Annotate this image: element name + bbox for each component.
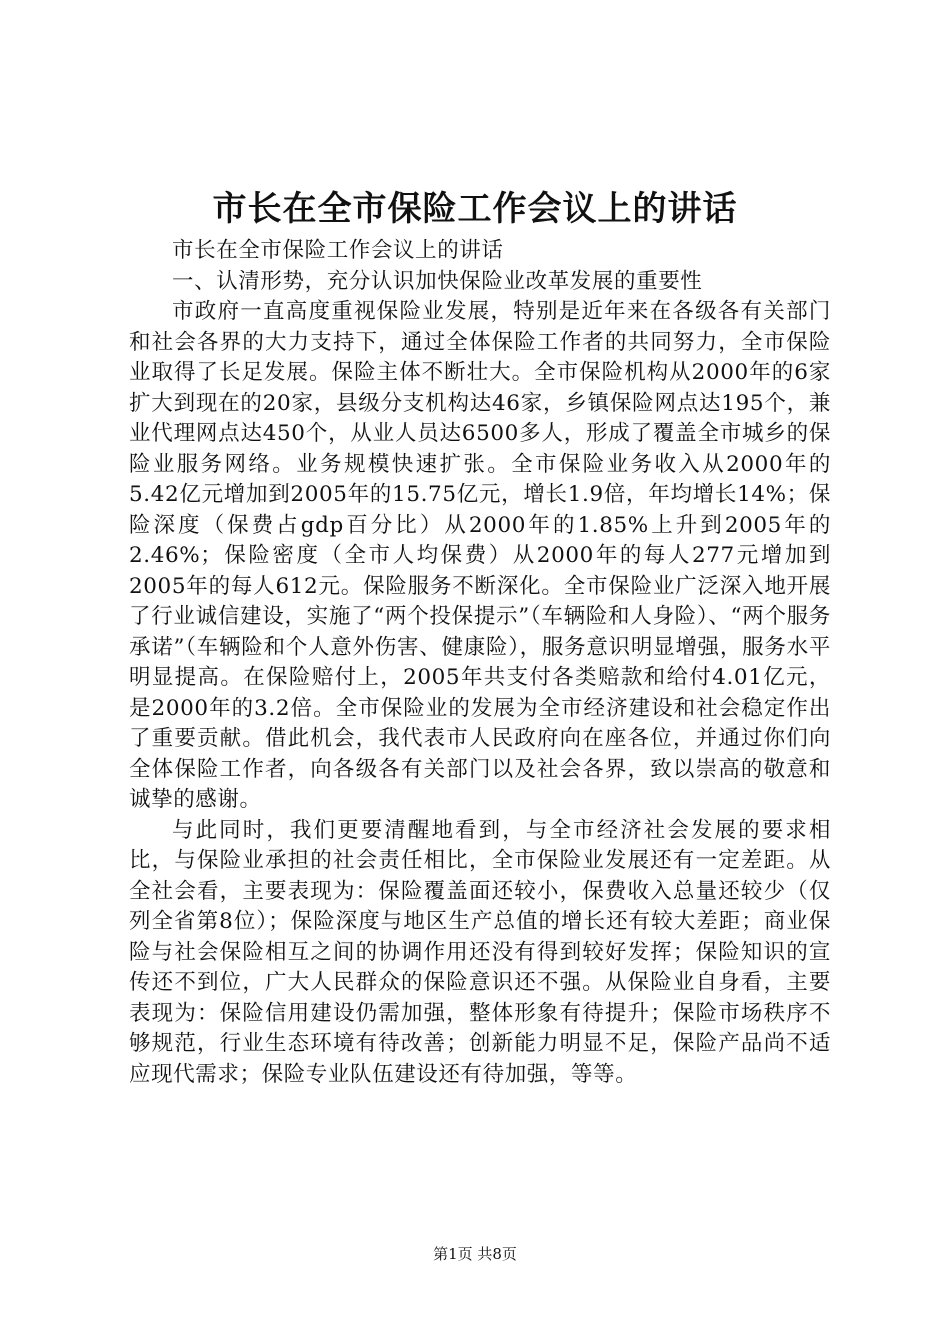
section-heading: 一、认清形势，充分认识加快保险业改革发展的重要性 [172,268,703,294]
body-paragraph: 市政府一直高度重视保险业发展，特别是近年来在各级各有关部门和社会各界的大力支持下，通过全体保险工作者的共同努力，全市保险业取得了长足发展。保险主体不断壮大。全市保险机构从2000年的6家扩大到现在的20家，县级分支机构达46家，乡镇保险网点达195个，兼业代理网点达450个，从业人员达6500多人，形成了覆盖全市城乡的保险业服务网络。业务规模快速扩张。全市保险业务收入从2000年的5.42亿元增加到2005年的15.75亿元，增长1.9倍，年均增长14%；保险深度（保费占gdp百分比）从2000年的1.85%上升到2005年的2.46%；保险密度（全市人均保费）从2000年的每人277元增加到2005年的每人612元。保险服务不断深化。全市保险业广泛深入地开展了行业诚信建设，实施了“两个投保提示”（车辆险和人身险）、“两个服务承诺”（车辆险和个人意外伤害、健康险），服务意识明显增强，服务水平明显提高。在保险赔付上，2005年共支付各类赔款和给付4.01亿元，是2000年的3.2倍。全市保险业的发展为全市经济建设和社会稳定作出了重要贡献。借此机会，我代表市人民政府向在座各位，并通过你们向全体保险工作者，向各级各有关部门以及社会各界，致以崇高的敬意和诚挚的感谢。 [129,299,831,812]
page-footer: 第1页 共8页 [433,1245,517,1263]
document-title: 市长在全市保险工作会议上的讲话 [212,189,738,229]
document-body [129,236,831,1090]
body-paragraph-subtitle: 市长在全市保险工作会议上的讲话 [172,238,504,263]
body-paragraph: 与此同时，我们更要清醒地看到，与全市经济社会发展的要求相比，与保险业承担的社会责任相比，全市保险业发展还有一定差距。从全社会看，主要表现为：保险覆盖面还较小，保费收入总量还较少（仅列全省第8位）；保险深度与地区生产总值的增长还有较大差距；商业保险与社会保险相互之间的协调作用还没有得到较好发挥；保险知识的宣传还不到位，广大人民群众的保险意识还不强。从保险业自身看，主要表现为：保险信用建设仍需加强，整体形象有待提升；保险市场秩序不够规范，行业生态环境有待改善；创新能力明显不足，保险产品尚不适应现代需求；保险专业队伍建设还有待加强，等等。 [129,817,831,1087]
